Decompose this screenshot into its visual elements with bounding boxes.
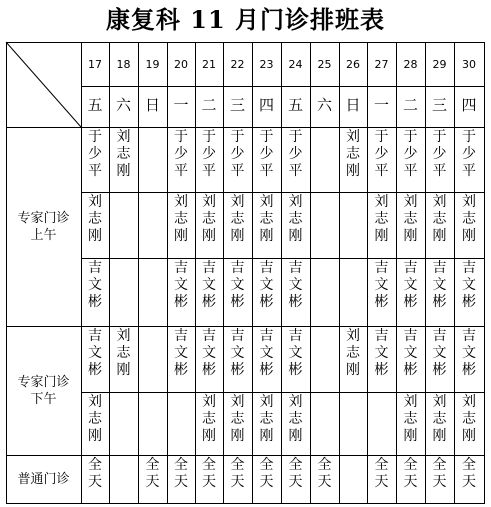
schedule-char: 刚 <box>88 228 102 244</box>
schedule-char: 于 <box>432 129 447 145</box>
schedule-cell <box>195 192 223 258</box>
schedule-char: 志 <box>288 211 303 227</box>
schedule-char: 于 <box>202 129 216 145</box>
schedule-char: 刚 <box>202 228 216 244</box>
schedule-char: 刘 <box>116 328 131 344</box>
schedule-cell <box>454 326 484 392</box>
date-header: 27 <box>374 58 389 71</box>
schedule-char: 彬 <box>202 362 216 378</box>
schedule-char: 刘 <box>202 394 216 410</box>
schedule-char: 志 <box>174 211 188 227</box>
schedule-cell <box>81 392 109 455</box>
schedule-char: 吉 <box>462 260 476 276</box>
schedule-char: 刘 <box>230 194 245 210</box>
weekday-header: 日 <box>144 96 160 114</box>
schedule-char: 吉 <box>230 328 245 344</box>
schedule-cell <box>252 326 281 392</box>
schedule-char: 吉 <box>374 260 389 276</box>
schedule-char: 吉 <box>403 328 418 344</box>
schedule-char: 刚 <box>432 428 447 444</box>
schedule-cell <box>396 392 425 455</box>
schedule-char: 文 <box>88 277 102 293</box>
schedule-char: 文 <box>462 345 476 361</box>
schedule-char: 刚 <box>288 428 303 444</box>
schedule-char: 吉 <box>432 328 447 344</box>
schedule-char: 全 <box>259 457 274 473</box>
schedule-char: 于 <box>462 129 476 145</box>
date-header: 18 <box>116 58 131 71</box>
schedule-cell <box>81 258 109 326</box>
schedule-cell <box>310 455 339 503</box>
schedule-cell <box>281 258 310 326</box>
section-label <box>6 127 81 326</box>
schedule-cell <box>223 455 252 503</box>
schedule-char: 平 <box>202 163 216 179</box>
schedule-cell <box>195 455 223 503</box>
schedule-cell <box>138 455 167 503</box>
schedule-cell <box>252 455 281 503</box>
schedule-char: 刘 <box>88 194 102 210</box>
schedule-char: 平 <box>174 163 188 179</box>
schedule-char: 刚 <box>230 428 245 444</box>
date-header: 26 <box>346 58 360 71</box>
schedule-cell <box>81 326 109 392</box>
schedule-char: 刘 <box>230 394 245 410</box>
section-label <box>6 326 81 455</box>
schedule-char: 刚 <box>202 428 216 444</box>
schedule-char: 彬 <box>174 294 188 310</box>
schedule-char: 天 <box>288 474 303 490</box>
schedule-char: 志 <box>259 411 274 427</box>
schedule-char: 彬 <box>88 362 102 378</box>
schedule-cell <box>425 258 454 326</box>
schedule-char: 天 <box>174 474 188 490</box>
section-label-line: 上午 <box>30 227 57 243</box>
schedule-char: 吉 <box>259 260 274 276</box>
schedule-char: 天 <box>145 474 160 490</box>
schedule-cell <box>252 258 281 326</box>
schedule-char: 彬 <box>374 362 389 378</box>
schedule-cell <box>454 392 484 455</box>
date-header: 21 <box>202 58 216 71</box>
section-label <box>6 455 81 503</box>
schedule-char: 全 <box>462 457 476 473</box>
schedule-char: 刚 <box>288 228 303 244</box>
schedule-char: 平 <box>288 163 303 179</box>
section-label-line: 专家门诊 <box>17 210 70 226</box>
schedule-char: 吉 <box>374 328 389 344</box>
schedule-char: 全 <box>145 457 160 473</box>
weekday-header: 四 <box>258 96 274 114</box>
schedule-char: 彬 <box>462 294 476 310</box>
schedule-char: 全 <box>230 457 245 473</box>
schedule-char: 天 <box>202 474 216 490</box>
schedule-cell <box>195 258 223 326</box>
schedule-char: 天 <box>259 474 274 490</box>
schedule-char: 刘 <box>432 194 447 210</box>
schedule-char: 文 <box>432 345 447 361</box>
schedule-char: 于 <box>403 129 418 145</box>
schedule-char: 文 <box>403 345 418 361</box>
schedule-char: 平 <box>374 163 389 179</box>
schedule-char: 少 <box>403 146 418 162</box>
schedule-cell <box>195 392 223 455</box>
weekday-header: 一 <box>173 96 189 114</box>
schedule-char: 志 <box>374 211 389 227</box>
corner-diagonal-line <box>6 42 81 127</box>
schedule-char: 刚 <box>116 362 131 378</box>
schedule-char: 吉 <box>230 260 245 276</box>
schedule-char: 少 <box>230 146 245 162</box>
schedule-char: 刘 <box>202 194 216 210</box>
schedule-char: 文 <box>374 345 389 361</box>
schedule-cell <box>167 192 195 258</box>
schedule-cell <box>454 455 484 503</box>
schedule-char: 文 <box>288 345 303 361</box>
schedule-cell <box>367 258 396 326</box>
schedule-char: 全 <box>288 457 303 473</box>
schedule-char: 文 <box>174 277 188 293</box>
schedule-char: 志 <box>346 146 360 162</box>
schedule-char: 刚 <box>174 228 188 244</box>
schedule-cell <box>109 127 138 192</box>
section-label-line: 下午 <box>30 391 57 407</box>
schedule-char: 志 <box>432 411 447 427</box>
schedule-cell <box>167 455 195 503</box>
schedule-char: 刘 <box>174 194 188 210</box>
schedule-char: 志 <box>462 211 476 227</box>
schedule-char: 刘 <box>403 194 418 210</box>
schedule-char: 文 <box>230 277 245 293</box>
schedule-char: 文 <box>202 345 216 361</box>
weekday-header: 四 <box>461 96 477 114</box>
schedule-char: 彬 <box>462 362 476 378</box>
schedule-char: 彬 <box>374 294 389 310</box>
schedule-char: 刘 <box>374 194 389 210</box>
schedule-char: 彬 <box>403 362 418 378</box>
schedule-char: 全 <box>202 457 216 473</box>
schedule-char: 于 <box>88 129 102 145</box>
schedule-char: 刚 <box>259 228 274 244</box>
schedule-cell <box>396 326 425 392</box>
schedule-char: 刘 <box>288 394 303 410</box>
schedule-char: 文 <box>374 277 389 293</box>
schedule-char: 吉 <box>174 328 188 344</box>
schedule-char: 平 <box>88 163 102 179</box>
schedule-char: 文 <box>432 277 447 293</box>
schedule-cell <box>252 192 281 258</box>
schedule-char: 刚 <box>462 428 476 444</box>
schedule-char: 平 <box>462 163 476 179</box>
schedule-char: 彬 <box>202 294 216 310</box>
schedule-char: 于 <box>259 129 274 145</box>
schedule-char: 吉 <box>288 328 303 344</box>
schedule-char: 刚 <box>346 163 360 179</box>
schedule-char: 志 <box>116 146 131 162</box>
weekday-header: 日 <box>345 96 361 114</box>
schedule-char: 吉 <box>202 260 216 276</box>
schedule-char: 彬 <box>259 294 274 310</box>
schedule-char: 彬 <box>230 294 245 310</box>
schedule-char: 平 <box>432 163 447 179</box>
schedule-cell <box>81 192 109 258</box>
schedule-cell <box>339 326 367 392</box>
schedule-char: 刚 <box>230 228 245 244</box>
schedule-cell <box>425 127 454 192</box>
schedule-cell <box>425 192 454 258</box>
weekday-header: 六 <box>316 96 332 114</box>
date-header: 29 <box>432 58 447 71</box>
schedule-char: 文 <box>202 277 216 293</box>
schedule-char: 天 <box>317 474 332 490</box>
schedule-cell <box>367 127 396 192</box>
schedule-char: 彬 <box>288 362 303 378</box>
schedule-char: 刚 <box>432 228 447 244</box>
schedule-char: 全 <box>432 457 447 473</box>
schedule-cell <box>339 127 367 192</box>
schedule-char: 全 <box>88 457 102 473</box>
schedule-char: 彬 <box>288 294 303 310</box>
schedule-cell <box>109 326 138 392</box>
date-header: 20 <box>174 58 188 71</box>
schedule-cell <box>167 127 195 192</box>
schedule-char: 志 <box>403 411 418 427</box>
schedule-char: 文 <box>259 277 274 293</box>
weekday-header: 二 <box>402 96 418 114</box>
schedule-char: 刚 <box>462 228 476 244</box>
schedule-char: 吉 <box>288 260 303 276</box>
schedule-cell <box>396 127 425 192</box>
schedule-char: 天 <box>88 474 102 490</box>
schedule-char: 平 <box>230 163 245 179</box>
schedule-char: 平 <box>403 163 418 179</box>
weekday-header: 六 <box>115 96 131 114</box>
schedule-char: 少 <box>259 146 274 162</box>
schedule-cell <box>81 127 109 192</box>
schedule-char: 少 <box>374 146 389 162</box>
schedule-cell <box>425 326 454 392</box>
schedule-char: 天 <box>374 474 389 490</box>
schedule-char: 文 <box>174 345 188 361</box>
schedule-char: 彬 <box>174 362 188 378</box>
schedule-char: 吉 <box>403 260 418 276</box>
schedule-char: 刘 <box>462 194 476 210</box>
schedule-char: 文 <box>259 345 274 361</box>
schedule-char: 全 <box>374 457 389 473</box>
schedule-char: 志 <box>202 411 216 427</box>
schedule-cell <box>281 127 310 192</box>
schedule-char: 少 <box>432 146 447 162</box>
schedule-char: 少 <box>288 146 303 162</box>
schedule-char: 刘 <box>88 394 102 410</box>
schedule-char: 志 <box>346 345 360 361</box>
schedule-cell <box>252 392 281 455</box>
schedule-cell <box>281 392 310 455</box>
schedule-char: 于 <box>174 129 188 145</box>
schedule-char: 吉 <box>462 328 476 344</box>
schedule-char: 于 <box>288 129 303 145</box>
schedule-char: 志 <box>462 411 476 427</box>
date-header: 24 <box>288 58 303 71</box>
schedule-cell <box>195 326 223 392</box>
schedule-char: 全 <box>174 457 188 473</box>
weekday-header: 三 <box>229 96 245 114</box>
section-label-text <box>17 210 69 244</box>
schedule-char: 志 <box>88 211 102 227</box>
schedule-char: 文 <box>230 345 245 361</box>
schedule-char: 志 <box>230 411 245 427</box>
schedule-char: 天 <box>432 474 447 490</box>
schedule-char: 刚 <box>116 163 131 179</box>
schedule-cell <box>454 258 484 326</box>
schedule-char: 文 <box>403 277 418 293</box>
schedule-char: 刘 <box>116 129 131 145</box>
schedule-cell <box>454 192 484 258</box>
weekday-header: 五 <box>287 96 303 114</box>
schedule-cell <box>223 192 252 258</box>
schedule-cell <box>396 258 425 326</box>
schedule-char: 天 <box>230 474 245 490</box>
schedule-char: 刘 <box>259 194 274 210</box>
schedule-char: 志 <box>202 211 216 227</box>
schedule-char: 天 <box>403 474 418 490</box>
schedule-char: 于 <box>230 129 245 145</box>
schedule-char: 彬 <box>88 294 102 310</box>
section-label-text <box>17 374 69 408</box>
page-title: 康复科 11 月门诊排班表 <box>105 5 386 34</box>
schedule-char: 志 <box>116 345 131 361</box>
schedule-cell <box>281 326 310 392</box>
schedule-cell <box>367 455 396 503</box>
schedule-char: 吉 <box>174 260 188 276</box>
schedule-char: 天 <box>462 474 476 490</box>
schedule-cell <box>396 192 425 258</box>
schedule-char: 志 <box>230 211 245 227</box>
section-label-text <box>17 471 69 488</box>
schedule-char: 刘 <box>432 394 447 410</box>
schedule-char: 志 <box>403 211 418 227</box>
schedule-char: 文 <box>462 277 476 293</box>
schedule-char: 少 <box>202 146 216 162</box>
section-label-line: 普通门诊 <box>17 471 70 487</box>
date-header: 17 <box>88 58 102 71</box>
schedule-cell <box>223 258 252 326</box>
schedule-cell <box>367 192 396 258</box>
schedule-cell <box>223 326 252 392</box>
schedule-char: 彬 <box>403 294 418 310</box>
schedule-char: 吉 <box>202 328 216 344</box>
schedule-char: 志 <box>259 211 274 227</box>
section-label-line: 专家门诊 <box>17 374 70 390</box>
schedule-char: 文 <box>88 345 102 361</box>
schedule-char: 文 <box>288 277 303 293</box>
schedule-char: 志 <box>432 211 447 227</box>
date-header: 28 <box>403 58 418 71</box>
date-header: 30 <box>462 58 476 71</box>
weekday-header: 二 <box>201 96 217 114</box>
schedule-cell <box>252 127 281 192</box>
schedule-char: 吉 <box>432 260 447 276</box>
schedule-char: 全 <box>403 457 418 473</box>
schedule-cell <box>167 258 195 326</box>
schedule-char: 刚 <box>259 428 274 444</box>
weekday-header: 三 <box>431 96 447 114</box>
schedule-char: 彬 <box>432 362 447 378</box>
schedule-cell <box>367 326 396 392</box>
weekday-header: 五 <box>87 96 103 114</box>
schedule-char: 彬 <box>432 294 447 310</box>
date-header: 23 <box>259 58 274 71</box>
schedule-char: 刘 <box>462 394 476 410</box>
schedule-char: 刚 <box>403 228 418 244</box>
schedule-cell <box>81 455 109 503</box>
schedule-char: 于 <box>374 129 389 145</box>
schedule-cell <box>396 455 425 503</box>
schedule-char: 刘 <box>346 129 360 145</box>
schedule-char: 平 <box>259 163 274 179</box>
date-header: 22 <box>230 58 245 71</box>
schedule-char: 刚 <box>374 228 389 244</box>
schedule-char: 少 <box>174 146 188 162</box>
schedule-char: 吉 <box>88 328 102 344</box>
schedule-char: 少 <box>88 146 102 162</box>
date-header: 19 <box>145 58 160 71</box>
schedule-cell <box>223 127 252 192</box>
schedule-char: 彬 <box>259 362 274 378</box>
schedule-cell <box>167 326 195 392</box>
schedule-cell <box>454 127 484 192</box>
date-header: 25 <box>317 58 332 71</box>
weekday-header: 一 <box>373 96 389 114</box>
schedule-char: 吉 <box>259 328 274 344</box>
schedule-char: 吉 <box>88 260 102 276</box>
schedule-char: 志 <box>288 411 303 427</box>
schedule-cell <box>281 455 310 503</box>
schedule-char: 少 <box>462 146 476 162</box>
schedule-char: 刚 <box>403 428 418 444</box>
schedule-char: 刚 <box>88 428 102 444</box>
schedule-char: 志 <box>88 411 102 427</box>
schedule-char: 刘 <box>403 394 418 410</box>
schedule-char: 彬 <box>230 362 245 378</box>
schedule-cell <box>223 392 252 455</box>
schedule-cell <box>425 392 454 455</box>
schedule-cell <box>425 455 454 503</box>
schedule-char: 刚 <box>346 362 360 378</box>
schedule-cell <box>281 192 310 258</box>
schedule-cell <box>195 127 223 192</box>
schedule-char: 刘 <box>288 194 303 210</box>
schedule-char: 全 <box>317 457 332 473</box>
schedule-char: 刘 <box>346 328 360 344</box>
schedule-char: 刘 <box>259 394 274 410</box>
